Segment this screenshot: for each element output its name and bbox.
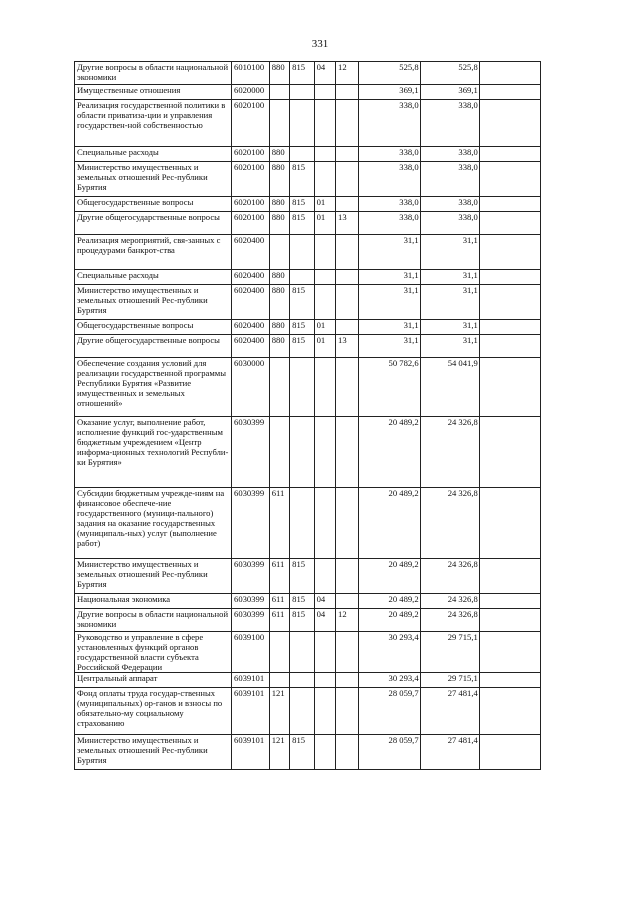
row-section (314, 147, 335, 162)
row-expense-type: 611 (269, 594, 289, 609)
row-section (314, 285, 335, 320)
row-sum-2: 31,1 (420, 335, 479, 358)
row-target-article: 6020100 (232, 162, 270, 197)
row-sum-1: 28 059,7 (359, 688, 420, 735)
row-empty (479, 673, 540, 688)
row-ministry-code (290, 100, 314, 147)
row-subsection: 12 (336, 62, 359, 85)
row-section (314, 673, 335, 688)
row-sum-1: 30 293,4 (359, 632, 420, 673)
row-empty (479, 285, 540, 320)
row-sum-2: 369,1 (420, 85, 479, 100)
row-subsection (336, 320, 359, 335)
row-expense-type: 880 (269, 197, 289, 212)
row-target-article: 6039101 (232, 735, 270, 770)
row-target-article: 6020100 (232, 197, 270, 212)
row-target-article: 6030399 (232, 594, 270, 609)
table-row (75, 488, 541, 559)
row-expense-type: 880 (269, 62, 289, 85)
row-expense-type: 121 (269, 688, 289, 735)
row-sum-2: 338,0 (420, 212, 479, 235)
row-ministry-code (290, 488, 314, 559)
table-row (75, 197, 541, 212)
row-subsection: 13 (336, 212, 359, 235)
table-row (75, 147, 541, 162)
row-name: Субсидии бюджетным учрежде-ниям на финансовое обеспече-ние государственного (муници-пального) задания на оказание государственных (муниципаль-ных) услуг (выполнение работ) (75, 488, 232, 559)
row-empty (479, 197, 540, 212)
row-expense-type: 880 (269, 285, 289, 320)
row-expense-type (269, 417, 289, 488)
row-section: 01 (314, 320, 335, 335)
row-expense-type: 880 (269, 147, 289, 162)
row-expense-type (269, 235, 289, 270)
row-subsection (336, 162, 359, 197)
table-row (75, 62, 541, 85)
row-sum-1: 28 059,7 (359, 735, 420, 770)
row-empty (479, 270, 540, 285)
row-sum-1: 20 489,2 (359, 488, 420, 559)
row-section: 04 (314, 62, 335, 85)
budget-table (74, 61, 541, 770)
table-row (75, 270, 541, 285)
row-sum-1: 50 782,6 (359, 358, 420, 417)
row-name: Общегосударственные вопросы (75, 320, 232, 335)
row-ministry-code: 815 (290, 559, 314, 594)
row-name: Специальные расходы (75, 270, 232, 285)
row-name: Министерство имущественных и земельных отношений Рес-публики Бурятия (75, 735, 232, 770)
table-row (75, 673, 541, 688)
row-expense-type: 611 (269, 559, 289, 594)
row-expense-type: 611 (269, 488, 289, 559)
row-target-article: 6020400 (232, 270, 270, 285)
row-sum-2: 29 715,1 (420, 632, 479, 673)
row-section (314, 735, 335, 770)
row-sum-2: 27 481,4 (420, 688, 479, 735)
row-name: Другие общегосударственные вопросы (75, 212, 232, 235)
table-row (75, 417, 541, 488)
row-target-article: 6010100 (232, 62, 270, 85)
row-subsection (336, 559, 359, 594)
row-target-article: 6039101 (232, 688, 270, 735)
row-ministry-code: 815 (290, 594, 314, 609)
row-sum-2: 29 715,1 (420, 673, 479, 688)
row-section: 04 (314, 594, 335, 609)
row-expense-type: 880 (269, 270, 289, 285)
row-expense-type (269, 100, 289, 147)
row-section (314, 632, 335, 673)
row-empty (479, 632, 540, 673)
row-subsection: 12 (336, 609, 359, 632)
row-sum-1: 338,0 (359, 162, 420, 197)
row-name: Центральный аппарат (75, 673, 232, 688)
table-row (75, 688, 541, 735)
table-row (75, 632, 541, 673)
row-sum-2: 54 041,9 (420, 358, 479, 417)
row-sum-1: 31,1 (359, 335, 420, 358)
row-name: Национальная экономика (75, 594, 232, 609)
row-expense-type (269, 632, 289, 673)
row-expense-type: 880 (269, 162, 289, 197)
row-section: 01 (314, 335, 335, 358)
page-number: 331 (311, 38, 329, 50)
row-subsection (336, 632, 359, 673)
row-sum-2: 31,1 (420, 320, 479, 335)
row-empty (479, 85, 540, 100)
row-sum-1: 338,0 (359, 100, 420, 147)
row-empty (479, 212, 540, 235)
row-empty (479, 335, 540, 358)
row-expense-type: 121 (269, 735, 289, 770)
row-empty (479, 100, 540, 147)
row-subsection (336, 147, 359, 162)
row-name: Общегосударственные вопросы (75, 197, 232, 212)
table-row (75, 162, 541, 197)
row-section: 04 (314, 609, 335, 632)
row-empty (479, 62, 540, 85)
row-ministry-code: 815 (290, 162, 314, 197)
row-target-article: 6020100 (232, 147, 270, 162)
row-ministry-code: 815 (290, 197, 314, 212)
row-subsection (336, 673, 359, 688)
row-empty (479, 609, 540, 632)
row-target-article: 6030399 (232, 609, 270, 632)
table-row (75, 285, 541, 320)
table-row (75, 559, 541, 594)
row-sum-1: 20 489,2 (359, 417, 420, 488)
row-target-article: 6020400 (232, 285, 270, 320)
row-section (314, 235, 335, 270)
row-target-article: 6020400 (232, 235, 270, 270)
row-sum-2: 24 326,8 (420, 488, 479, 559)
table-row (75, 335, 541, 358)
row-target-article: 6020000 (232, 85, 270, 100)
row-name: Специальные расходы (75, 147, 232, 162)
row-empty (479, 235, 540, 270)
row-empty (479, 688, 540, 735)
row-ministry-code: 815 (290, 735, 314, 770)
row-ministry-code (290, 85, 314, 100)
row-empty (479, 735, 540, 770)
table-row (75, 100, 541, 147)
row-sum-1: 31,1 (359, 285, 420, 320)
row-name: Министерство имущественных и земельных отношений Рес-публики Бурятия (75, 285, 232, 320)
row-target-article: 6030399 (232, 559, 270, 594)
row-sum-2: 31,1 (420, 235, 479, 270)
row-sum-1: 338,0 (359, 147, 420, 162)
row-expense-type (269, 673, 289, 688)
row-empty (479, 488, 540, 559)
row-subsection (336, 85, 359, 100)
row-empty (479, 594, 540, 609)
row-sum-1: 338,0 (359, 212, 420, 235)
row-target-article: 6020400 (232, 335, 270, 358)
table-row (75, 358, 541, 417)
row-sum-2: 338,0 (420, 147, 479, 162)
row-name: Руководство и управление в сфере установленных функций органов государственной власти субъекта Российской Федерации (75, 632, 232, 673)
row-expense-type: 880 (269, 320, 289, 335)
row-subsection (336, 270, 359, 285)
row-sum-1: 525,8 (359, 62, 420, 85)
row-ministry-code (290, 235, 314, 270)
row-name: Обеспечение создания условий для реализации государственной программы Республики Бурятия «Развитие имущественных и земельных отношений» (75, 358, 232, 417)
row-empty (479, 358, 540, 417)
row-ministry-code (290, 673, 314, 688)
row-name: Оказание услуг, выполнение работ, исполнение функций гос-ударственным бюджетным учреждением «Центр информа-ционных технологий Республи-ки Бурятия» (75, 417, 232, 488)
row-subsection (336, 417, 359, 488)
row-sum-1: 31,1 (359, 320, 420, 335)
row-sum-2: 338,0 (420, 162, 479, 197)
row-ministry-code: 815 (290, 212, 314, 235)
row-sum-1: 20 489,2 (359, 609, 420, 632)
row-section (314, 270, 335, 285)
row-ministry-code (290, 270, 314, 285)
row-section: 01 (314, 197, 335, 212)
row-sum-2: 525,8 (420, 62, 479, 85)
row-sum-2: 338,0 (420, 100, 479, 147)
row-sum-2: 27 481,4 (420, 735, 479, 770)
row-empty (479, 162, 540, 197)
table-row (75, 212, 541, 235)
row-sum-2: 24 326,8 (420, 594, 479, 609)
row-empty (479, 559, 540, 594)
row-sum-1: 31,1 (359, 270, 420, 285)
row-ministry-code (290, 417, 314, 488)
row-expense-type: 611 (269, 609, 289, 632)
row-expense-type: 880 (269, 335, 289, 358)
row-ministry-code (290, 632, 314, 673)
table-row (75, 235, 541, 270)
row-subsection (336, 100, 359, 147)
row-subsection: 13 (336, 335, 359, 358)
table-row (75, 85, 541, 100)
row-name: Другие вопросы в области национальной экономики (75, 609, 232, 632)
row-section (314, 559, 335, 594)
row-subsection (336, 235, 359, 270)
row-ministry-code (290, 688, 314, 735)
row-name: Другие вопросы в области национальной экономики (75, 62, 232, 85)
row-name: Другие общегосударственные вопросы (75, 335, 232, 358)
row-subsection (336, 488, 359, 559)
row-name: Министерство имущественных и земельных отношений Рес-публики Бурятия (75, 559, 232, 594)
row-sum-2: 338,0 (420, 197, 479, 212)
row-target-article: 6039101 (232, 673, 270, 688)
table-row (75, 735, 541, 770)
row-ministry-code: 815 (290, 335, 314, 358)
row-sum-1: 338,0 (359, 197, 420, 212)
row-subsection (336, 197, 359, 212)
row-ministry-code (290, 147, 314, 162)
table-row (75, 609, 541, 632)
row-subsection (336, 285, 359, 320)
row-target-article: 6030399 (232, 417, 270, 488)
row-section (314, 162, 335, 197)
row-section (314, 100, 335, 147)
row-sum-2: 24 326,8 (420, 559, 479, 594)
row-section: 01 (314, 212, 335, 235)
row-target-article: 6020100 (232, 100, 270, 147)
row-section (314, 488, 335, 559)
row-expense-type (269, 358, 289, 417)
row-target-article: 6020400 (232, 320, 270, 335)
row-target-article: 6020100 (232, 212, 270, 235)
row-name: Реализация государственной политики в области приватиза-ции и управления государствен-ной собственностью (75, 100, 232, 147)
row-sum-2: 31,1 (420, 285, 479, 320)
row-sum-2: 24 326,8 (420, 609, 479, 632)
row-section (314, 688, 335, 735)
table-row (75, 320, 541, 335)
row-ministry-code: 815 (290, 285, 314, 320)
row-target-article: 6039100 (232, 632, 270, 673)
row-target-article: 6030000 (232, 358, 270, 417)
row-sum-1: 20 489,2 (359, 559, 420, 594)
row-section (314, 85, 335, 100)
row-sum-1: 369,1 (359, 85, 420, 100)
row-name: Реализация мероприятий, свя-занных с процедурами банкрот-ства (75, 235, 232, 270)
table-row (75, 594, 541, 609)
row-ministry-code: 815 (290, 62, 314, 85)
row-subsection (336, 688, 359, 735)
row-name: Министерство имущественных и земельных отношений Рес-публики Бурятия (75, 162, 232, 197)
row-section (314, 358, 335, 417)
row-ministry-code (290, 358, 314, 417)
row-name: Фонд оплаты труда государ-ственных (муниципальных) ор-ганов и взносы по обязательно-му социальному страхованию (75, 688, 232, 735)
row-expense-type: 880 (269, 212, 289, 235)
row-sum-2: 24 326,8 (420, 417, 479, 488)
row-subsection (336, 594, 359, 609)
row-subsection (336, 358, 359, 417)
row-ministry-code: 815 (290, 320, 314, 335)
row-sum-1: 20 489,2 (359, 594, 420, 609)
row-expense-type (269, 85, 289, 100)
row-target-article: 6030399 (232, 488, 270, 559)
row-sum-2: 31,1 (420, 270, 479, 285)
row-empty (479, 147, 540, 162)
row-subsection (336, 735, 359, 770)
row-section (314, 417, 335, 488)
row-name: Имущественные отношения (75, 85, 232, 100)
row-sum-1: 30 293,4 (359, 673, 420, 688)
row-ministry-code: 815 (290, 609, 314, 632)
row-empty (479, 417, 540, 488)
row-empty (479, 320, 540, 335)
row-sum-1: 31,1 (359, 235, 420, 270)
